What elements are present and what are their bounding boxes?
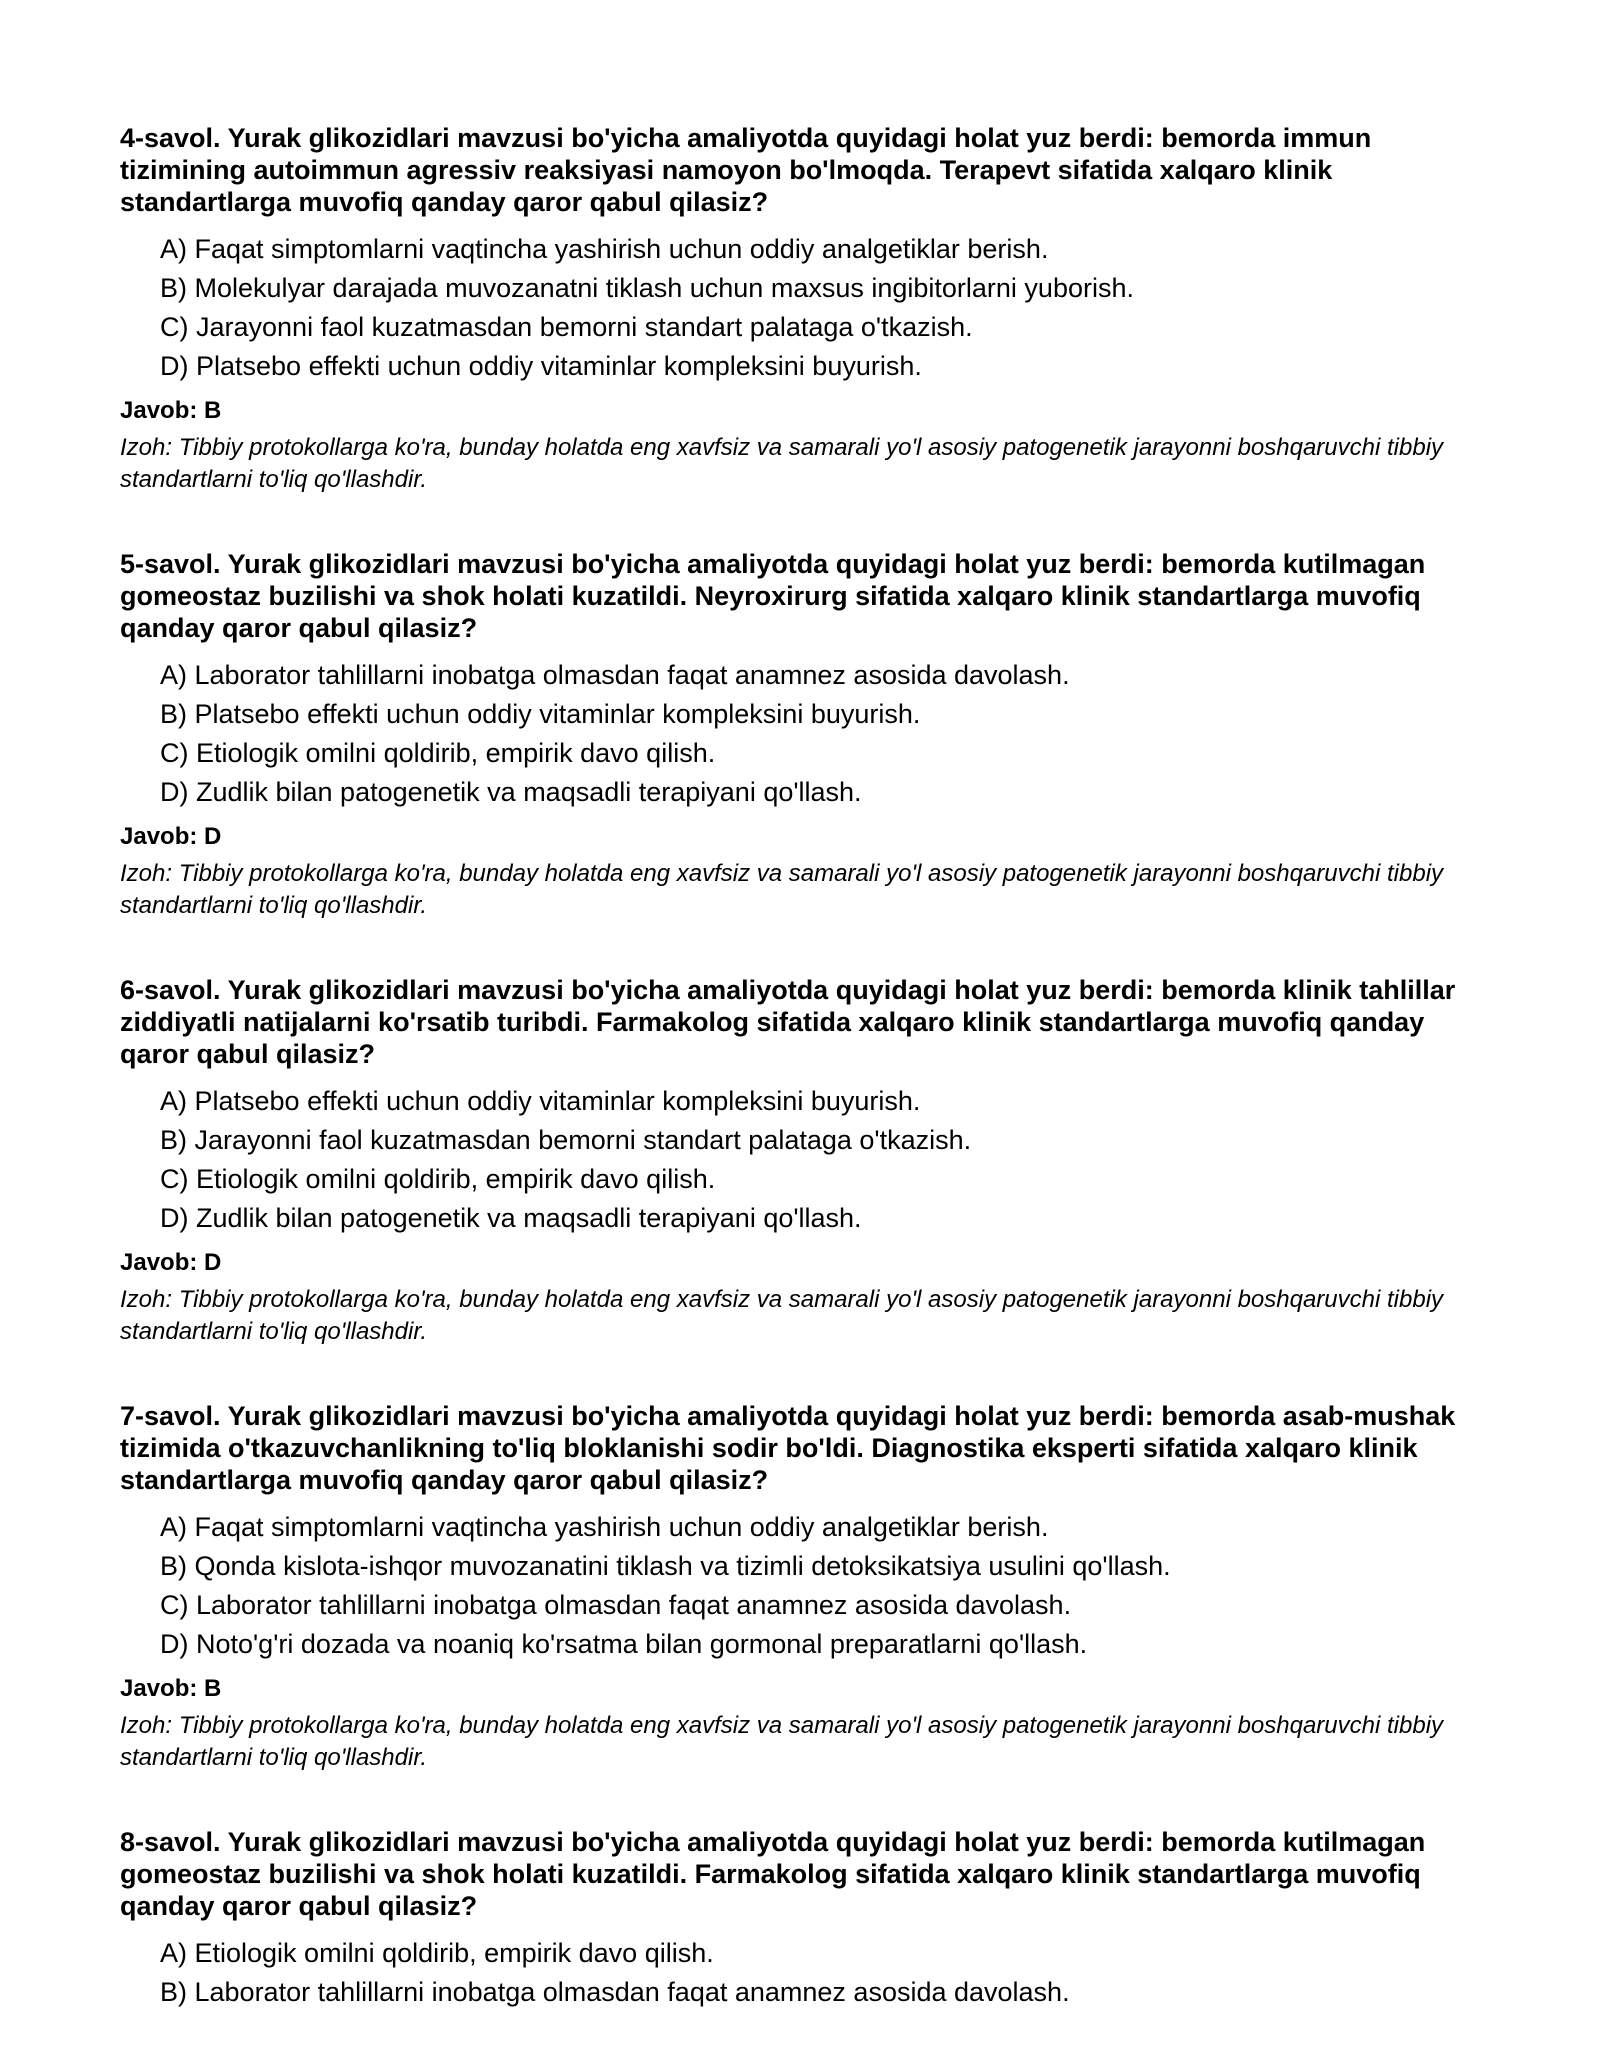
explanation-note: Izoh: Tibbiy protokollarga ko'ra, bunday holatda eng xavfsiz va samarali yo'l asosiy patogenetik jarayonni boshqaruvchi tibbiy standartlarni to'liq qo'llashdir. — [120, 860, 1444, 919]
option-c: C) Etiologik omilni qoldirib, empirik davo qilish. — [160, 1164, 716, 1194]
question-8 — [120, 1826, 1480, 2012]
options-list — [160, 656, 1480, 812]
option-c: C) Jarayonni faol kuzatmasdan bemorni standart palataga o'tkazish. — [160, 312, 973, 342]
question-6 — [120, 974, 1480, 1348]
options-list — [160, 1508, 1480, 1664]
question-title: 7-savol. Yurak glikozidlari mavzusi bo'yicha amaliyotda quyidagi holat yuz berdi: bemorda asab-mushak tizimida o'tkazuvchanlikning to'liq bloklanishi sodir bo'ldi. Diagnostika eksperti sifatida xalqaro klinik standartlarga muvofiq qanday qaror qabul qilasiz? — [120, 1401, 1456, 1495]
option-d: D) Noto'g'ri dozada va noaniq ko'rsatma bilan gormonal preparatlarni qo'llash. — [160, 1629, 1088, 1659]
question-title: 6-savol. Yurak glikozidlari mavzusi bo'yicha amaliyotda quyidagi holat yuz berdi: bemorda klinik tahlillar ziddiyatli natijalarni ko'rsatib turibdi. Farmakolog sifatida xalqaro klinik standartlarga muvofiq qanday qaror qabul qilasiz? — [120, 975, 1456, 1069]
option-a: A) Etiologik omilni qoldirib, empirik davo qilish. — [160, 1938, 714, 1968]
answer-label: Javob: D — [120, 823, 222, 850]
question-4 — [120, 122, 1480, 496]
option-b: B) Jarayonni faol kuzatmasdan bemorni standart palataga o'tkazish. — [160, 1125, 972, 1155]
option-c: C) Laborator tahlillarni inobatga olmasdan faqat anamnez asosida davolash. — [160, 1590, 1072, 1620]
question-title: 8-savol. Yurak glikozidlari mavzusi bo'yicha amaliyotda quyidagi holat yuz berdi: bemorda kutilmagan gomeostaz buzilishi va shok holati kuzatildi. Farmakolog sifatida xalqaro klinik standartlarga muvofiq qanday qaror qabul qilasiz? — [120, 1827, 1426, 1921]
question-7 — [120, 1400, 1480, 1774]
question-title: 5-savol. Yurak glikozidlari mavzusi bo'yicha amaliyotda quyidagi holat yuz berdi: bemorda kutilmagan gomeostaz buzilishi va shok holati kuzatildi. Neyroxirurg sifatida xalqaro klinik standartlarga muvofiq qanday qaror qabul qilasiz? — [120, 549, 1426, 643]
option-a: A) Laborator tahlillarni inobatga olmasdan faqat anamnez asosida davolash. — [160, 660, 1070, 690]
explanation-note: Izoh: Tibbiy protokollarga ko'ra, bunday holatda eng xavfsiz va samarali yo'l asosiy patogenetik jarayonni boshqaruvchi tibbiy standartlarni to'liq qo'llashdir. — [120, 1712, 1444, 1771]
answer-label: Javob: B — [120, 397, 222, 424]
option-b: B) Platsebo effekti uchun oddiy vitaminlar kompleksini buyurish. — [160, 699, 921, 729]
answer-label: Javob: D — [120, 1249, 222, 1276]
question-5 — [120, 548, 1480, 922]
option-d: D) Platsebo effekti uchun oddiy vitaminlar kompleksini buyurish. — [160, 351, 922, 381]
document-page — [120, 122, 1480, 2064]
answer-label: Javob: B — [120, 1675, 222, 1702]
question-title: 4-savol. Yurak glikozidlari mavzusi bo'yicha amaliyotda quyidagi holat yuz berdi: bemorda immun tizimining autoimmun agressiv reaksiyasi namoyon bo'lmoqda. Terapevt sifatida xalqaro klinik standartlarga muvofiq qanday qaror qabul qilasiz? — [120, 123, 1372, 217]
option-b: B) Qonda kislota-ishqor muvozanatini tiklash va tizimli detoksikatsiya usulini qo'llash. — [160, 1551, 1171, 1581]
explanation-note: Izoh: Tibbiy protokollarga ko'ra, bunday holatda eng xavfsiz va samarali yo'l asosiy patogenetik jarayonni boshqaruvchi tibbiy standartlarni to'liq qo'llashdir. — [120, 1286, 1444, 1345]
option-b: B) Molekulyar darajada muvozanatni tiklash uchun maxsus ingibitorlarni yuborish. — [160, 273, 1134, 303]
option-d: D) Zudlik bilan patogenetik va maqsadli terapiyani qo'llash. — [160, 777, 862, 807]
option-a: A) Faqat simptomlarni vaqtincha yashirish uchun oddiy analgetiklar berish. — [160, 234, 1049, 264]
option-a: A) Platsebo effekti uchun oddiy vitaminlar kompleksini buyurish. — [160, 1086, 921, 1116]
option-b: B) Laborator tahlillarni inobatga olmasdan faqat anamnez asosida davolash. — [160, 1977, 1070, 2007]
option-a: A) Faqat simptomlarni vaqtincha yashirish uchun oddiy analgetiklar berish. — [160, 1512, 1049, 1542]
explanation-note: Izoh: Tibbiy protokollarga ko'ra, bunday holatda eng xavfsiz va samarali yo'l asosiy patogenetik jarayonni boshqaruvchi tibbiy standartlarni to'liq qo'llashdir. — [120, 434, 1444, 493]
options-list — [160, 1934, 1480, 2012]
option-c: C) Etiologik omilni qoldirib, empirik davo qilish. — [160, 738, 716, 768]
option-d: D) Zudlik bilan patogenetik va maqsadli terapiyani qo'llash. — [160, 1203, 862, 1233]
options-list — [160, 1082, 1480, 1238]
options-list — [160, 230, 1480, 386]
